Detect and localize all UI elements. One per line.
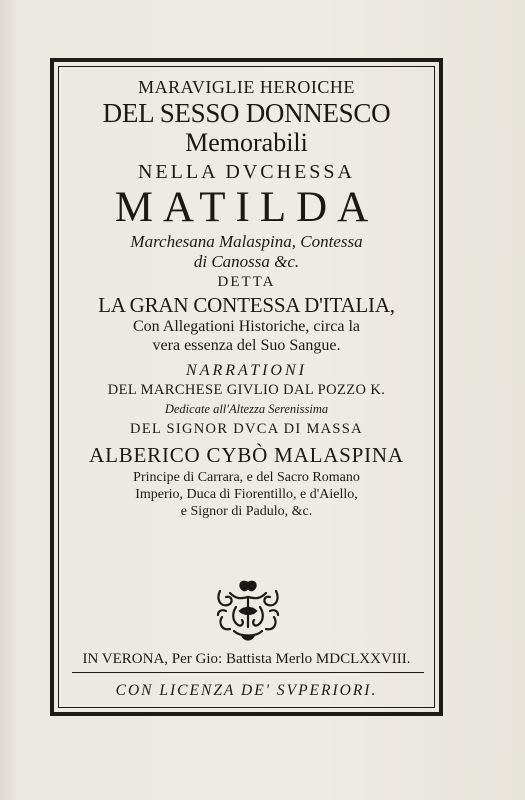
title-block	[62, 70, 431, 519]
title-line-4: NELLA DVCHESSA	[137, 161, 355, 183]
titles-line-1: Principe di Carrara, e del Sacro Romano	[133, 469, 360, 485]
titles-line-2: Imperio, Duca di Fiorentillo, e d'Aiello,	[135, 486, 358, 502]
title-line-1: MARAVIGLIE HEROICHE	[138, 77, 355, 97]
gran-contessa-line: LA GRAN CONTESSA D'ITALIA,	[98, 293, 395, 317]
printers-device-ornament-icon	[212, 577, 284, 643]
license-line: CON LICENZA DE' SVPERIORI.	[115, 682, 378, 699]
author-line: DEL MARCHESE GIVLIO DAL POZZO K.	[107, 382, 386, 398]
detta-line: DETTA	[217, 274, 276, 290]
dedication-line: Dedicate all'Altezza Serenissima	[164, 401, 329, 416]
subtitle-line-1: Marchesana Malaspina, Contessa	[130, 232, 363, 251]
title-line-2: DEL SESSO DONNESCO	[102, 98, 391, 128]
narrationi-line: NARRATIONI	[186, 362, 307, 379]
essenza-line: vera essenza del Suo Sangue.	[152, 337, 341, 354]
allegationi-line: Con Allegationi Historiche, circa la	[132, 318, 361, 335]
titles-line-3: e Signor di Padulo, &c.	[180, 503, 313, 519]
title-line-3: Memorabili	[185, 128, 308, 157]
duca-line: DEL SIGNOR DVCA DI MASSA	[130, 421, 363, 437]
divider-rule	[72, 672, 424, 673]
main-title-matilda: MATILDA	[114, 184, 379, 231]
dedicatee-name: ALBERICO CYBÒ MALASPINA	[89, 442, 404, 467]
imprint-line: IN VERONA, Per Gio: Battista Merlo MDCLXXVIII.	[82, 651, 411, 667]
subtitle-line-2: di Canossa &c.	[193, 252, 300, 271]
